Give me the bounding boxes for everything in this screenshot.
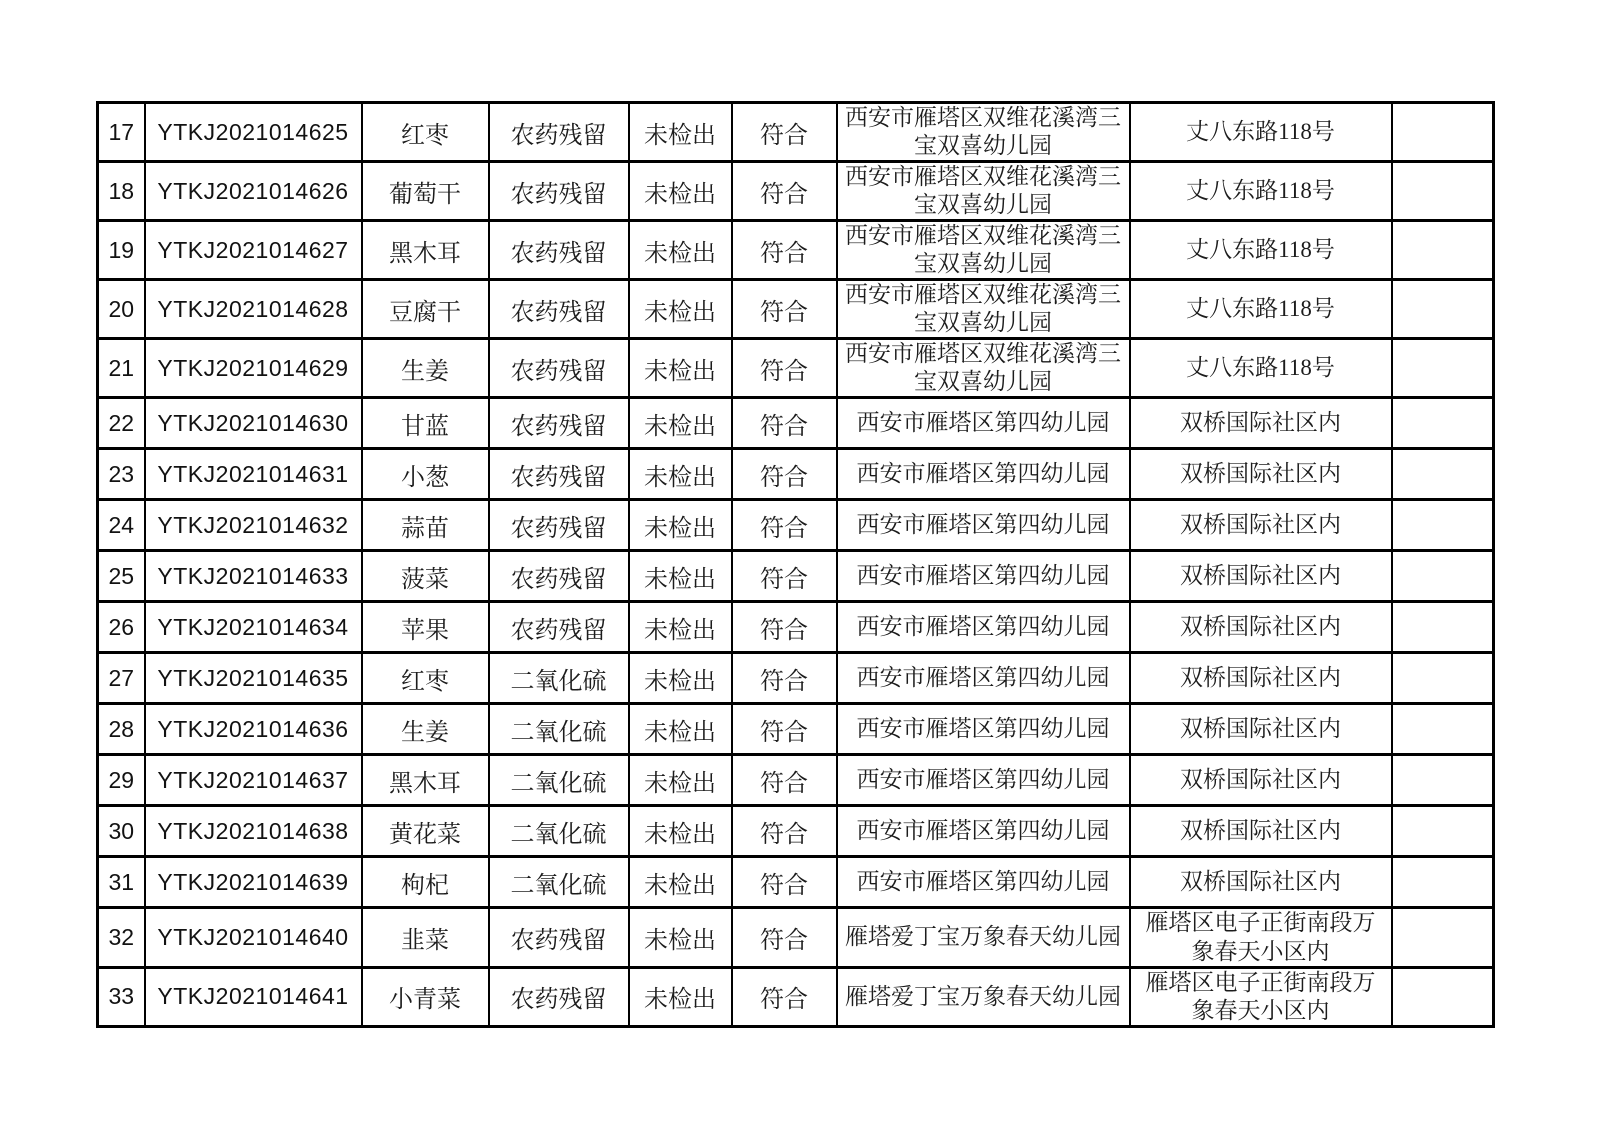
cell-organization-name: 西安市雁塔区第四幼儿园 — [837, 602, 1130, 653]
cell-test-item: 二氧化硫 — [489, 653, 629, 704]
cell-remark — [1392, 967, 1494, 1026]
cell-sample-name: 蒜苗 — [362, 500, 489, 551]
cell-row-number: 29 — [98, 755, 145, 806]
cell-address: 丈八东路118号 — [1130, 339, 1392, 398]
cell-address: 双桥国际社区内 — [1130, 551, 1392, 602]
cell-row-number: 18 — [98, 162, 145, 221]
cell-conclusion: 符合 — [732, 103, 837, 162]
cell-remark — [1392, 339, 1494, 398]
cell-remark — [1392, 103, 1494, 162]
cell-address: 双桥国际社区内 — [1130, 857, 1392, 908]
cell-organization-name: 西安市雁塔区双维花溪湾三宝双喜幼儿园 — [837, 339, 1130, 398]
cell-conclusion: 符合 — [732, 398, 837, 449]
cell-test-item: 二氧化硫 — [489, 857, 629, 908]
cell-conclusion: 符合 — [732, 500, 837, 551]
cell-organization-name: 雁塔爱丁宝万象春天幼儿园 — [837, 908, 1130, 967]
cell-sample-code: YTKJ2021014636 — [145, 704, 362, 755]
cell-test-item: 农药残留 — [489, 551, 629, 602]
cell-test-result: 未检出 — [629, 857, 732, 908]
cell-remark — [1392, 857, 1494, 908]
cell-organization-name: 西安市雁塔区第四幼儿园 — [837, 398, 1130, 449]
cell-sample-code: YTKJ2021014634 — [145, 602, 362, 653]
cell-remark — [1392, 704, 1494, 755]
cell-test-result: 未检出 — [629, 908, 732, 967]
cell-organization-name: 西安市雁塔区第四幼儿园 — [837, 755, 1130, 806]
cell-conclusion: 符合 — [732, 967, 837, 1026]
cell-sample-name: 菠菜 — [362, 551, 489, 602]
cell-organization-name: 西安市雁塔区双维花溪湾三宝双喜幼儿园 — [837, 162, 1130, 221]
cell-sample-name: 生姜 — [362, 704, 489, 755]
cell-conclusion: 符合 — [732, 704, 837, 755]
cell-row-number: 19 — [98, 221, 145, 280]
cell-test-result: 未检出 — [629, 339, 732, 398]
cell-row-number: 28 — [98, 704, 145, 755]
cell-remark — [1392, 602, 1494, 653]
cell-sample-name: 小青菜 — [362, 967, 489, 1026]
cell-sample-name: 韭菜 — [362, 908, 489, 967]
cell-address: 丈八东路118号 — [1130, 162, 1392, 221]
cell-sample-name: 枸杞 — [362, 857, 489, 908]
cell-conclusion: 符合 — [732, 551, 837, 602]
cell-sample-code: YTKJ2021014625 — [145, 103, 362, 162]
cell-row-number: 32 — [98, 908, 145, 967]
cell-organization-name: 西安市雁塔区双维花溪湾三宝双喜幼儿园 — [837, 280, 1130, 339]
cell-organization-name: 西安市雁塔区双维花溪湾三宝双喜幼儿园 — [837, 103, 1130, 162]
table-row — [98, 500, 1494, 551]
cell-organization-name: 西安市雁塔区第四幼儿园 — [837, 806, 1130, 857]
cell-address: 丈八东路118号 — [1130, 221, 1392, 280]
table-row — [98, 449, 1494, 500]
table-row — [98, 704, 1494, 755]
cell-test-item: 农药残留 — [489, 449, 629, 500]
cell-test-item: 农药残留 — [489, 602, 629, 653]
cell-test-item: 二氧化硫 — [489, 806, 629, 857]
cell-test-item: 农药残留 — [489, 908, 629, 967]
cell-address: 双桥国际社区内 — [1130, 500, 1392, 551]
cell-sample-code: YTKJ2021014640 — [145, 908, 362, 967]
cell-sample-code: YTKJ2021014627 — [145, 221, 362, 280]
cell-address: 双桥国际社区内 — [1130, 602, 1392, 653]
table-row — [98, 551, 1494, 602]
cell-row-number: 24 — [98, 500, 145, 551]
cell-test-result: 未检出 — [629, 398, 732, 449]
cell-sample-code: YTKJ2021014630 — [145, 398, 362, 449]
table-row — [98, 653, 1494, 704]
cell-sample-code: YTKJ2021014637 — [145, 755, 362, 806]
cell-organization-name: 西安市雁塔区第四幼儿园 — [837, 551, 1130, 602]
cell-remark — [1392, 449, 1494, 500]
cell-test-item: 农药残留 — [489, 339, 629, 398]
cell-conclusion: 符合 — [732, 280, 837, 339]
cell-conclusion: 符合 — [732, 339, 837, 398]
cell-conclusion: 符合 — [732, 602, 837, 653]
cell-sample-code: YTKJ2021014629 — [145, 339, 362, 398]
cell-address: 双桥国际社区内 — [1130, 449, 1392, 500]
cell-sample-name: 红枣 — [362, 653, 489, 704]
cell-row-number: 20 — [98, 280, 145, 339]
cell-remark — [1392, 755, 1494, 806]
cell-sample-code: YTKJ2021014632 — [145, 500, 362, 551]
cell-test-item: 农药残留 — [489, 162, 629, 221]
cell-sample-code: YTKJ2021014633 — [145, 551, 362, 602]
cell-row-number: 17 — [98, 103, 145, 162]
cell-test-item: 农药残留 — [489, 500, 629, 551]
cell-test-result: 未检出 — [629, 280, 732, 339]
cell-test-result: 未检出 — [629, 551, 732, 602]
table-row — [98, 398, 1494, 449]
cell-address: 双桥国际社区内 — [1130, 653, 1392, 704]
table-row — [98, 339, 1494, 398]
cell-test-result: 未检出 — [629, 704, 732, 755]
cell-address: 双桥国际社区内 — [1130, 755, 1392, 806]
table-row — [98, 602, 1494, 653]
cell-row-number: 22 — [98, 398, 145, 449]
cell-test-result: 未检出 — [629, 806, 732, 857]
cell-remark — [1392, 162, 1494, 221]
cell-sample-code: YTKJ2021014641 — [145, 967, 362, 1026]
cell-test-item: 农药残留 — [489, 280, 629, 339]
cell-address: 丈八东路118号 — [1130, 103, 1392, 162]
table-body — [98, 103, 1494, 1027]
table-row — [98, 857, 1494, 908]
cell-sample-name: 黄花菜 — [362, 806, 489, 857]
cell-organization-name: 西安市雁塔区第四幼儿园 — [837, 449, 1130, 500]
cell-test-item: 二氧化硫 — [489, 704, 629, 755]
cell-conclusion: 符合 — [732, 857, 837, 908]
cell-remark — [1392, 908, 1494, 967]
cell-row-number: 27 — [98, 653, 145, 704]
cell-sample-name: 黑木耳 — [362, 221, 489, 280]
inspection-results-table — [96, 101, 1495, 1028]
cell-sample-name: 生姜 — [362, 339, 489, 398]
cell-row-number: 30 — [98, 806, 145, 857]
cell-sample-code: YTKJ2021014631 — [145, 449, 362, 500]
cell-organization-name: 西安市雁塔区第四幼儿园 — [837, 857, 1130, 908]
cell-conclusion: 符合 — [732, 908, 837, 967]
cell-row-number: 31 — [98, 857, 145, 908]
cell-remark — [1392, 221, 1494, 280]
cell-organization-name: 西安市雁塔区第四幼儿园 — [837, 704, 1130, 755]
cell-test-item: 二氧化硫 — [489, 755, 629, 806]
cell-sample-code: YTKJ2021014626 — [145, 162, 362, 221]
cell-test-result: 未检出 — [629, 103, 732, 162]
table-row — [98, 755, 1494, 806]
cell-conclusion: 符合 — [732, 806, 837, 857]
table-row — [98, 806, 1494, 857]
cell-address: 双桥国际社区内 — [1130, 806, 1392, 857]
cell-test-result: 未检出 — [629, 500, 732, 551]
cell-test-item: 农药残留 — [489, 967, 629, 1026]
cell-row-number: 23 — [98, 449, 145, 500]
cell-test-result: 未检出 — [629, 221, 732, 280]
cell-row-number: 21 — [98, 339, 145, 398]
cell-remark — [1392, 280, 1494, 339]
cell-sample-name: 葡萄干 — [362, 162, 489, 221]
cell-sample-name: 黑木耳 — [362, 755, 489, 806]
cell-test-item: 农药残留 — [489, 103, 629, 162]
table-row — [98, 221, 1494, 280]
cell-conclusion: 符合 — [732, 653, 837, 704]
cell-conclusion: 符合 — [732, 449, 837, 500]
cell-remark — [1392, 398, 1494, 449]
cell-test-result: 未检出 — [629, 162, 732, 221]
cell-sample-name: 小葱 — [362, 449, 489, 500]
cell-organization-name: 雁塔爱丁宝万象春天幼儿园 — [837, 967, 1130, 1026]
document-page — [96, 101, 1495, 1028]
cell-remark — [1392, 500, 1494, 551]
cell-organization-name: 西安市雁塔区双维花溪湾三宝双喜幼儿园 — [837, 221, 1130, 280]
table-row — [98, 908, 1494, 967]
table-row — [98, 280, 1494, 339]
cell-sample-name: 甘蓝 — [362, 398, 489, 449]
cell-row-number: 26 — [98, 602, 145, 653]
table-row — [98, 967, 1494, 1026]
cell-test-result: 未检出 — [629, 653, 732, 704]
cell-address: 雁塔区电子正街南段万象春天小区内 — [1130, 908, 1392, 967]
cell-test-item: 农药残留 — [489, 398, 629, 449]
cell-sample-code: YTKJ2021014638 — [145, 806, 362, 857]
cell-conclusion: 符合 — [732, 755, 837, 806]
cell-address: 雁塔区电子正街南段万象春天小区内 — [1130, 967, 1392, 1026]
table-row — [98, 103, 1494, 162]
cell-remark — [1392, 653, 1494, 704]
cell-organization-name: 西安市雁塔区第四幼儿园 — [837, 500, 1130, 551]
cell-address: 丈八东路118号 — [1130, 280, 1392, 339]
cell-test-result: 未检出 — [629, 755, 732, 806]
cell-test-item: 农药残留 — [489, 221, 629, 280]
cell-sample-name: 苹果 — [362, 602, 489, 653]
cell-sample-name: 红枣 — [362, 103, 489, 162]
cell-remark — [1392, 551, 1494, 602]
cell-sample-code: YTKJ2021014635 — [145, 653, 362, 704]
cell-sample-code: YTKJ2021014639 — [145, 857, 362, 908]
table-row — [98, 162, 1494, 221]
cell-conclusion: 符合 — [732, 162, 837, 221]
cell-sample-name: 豆腐干 — [362, 280, 489, 339]
cell-test-result: 未检出 — [629, 602, 732, 653]
cell-address: 双桥国际社区内 — [1130, 398, 1392, 449]
cell-test-result: 未检出 — [629, 449, 732, 500]
cell-address: 双桥国际社区内 — [1130, 704, 1392, 755]
cell-row-number: 25 — [98, 551, 145, 602]
cell-organization-name: 西安市雁塔区第四幼儿园 — [837, 653, 1130, 704]
cell-remark — [1392, 806, 1494, 857]
cell-conclusion: 符合 — [732, 221, 837, 280]
cell-test-result: 未检出 — [629, 967, 732, 1026]
cell-row-number: 33 — [98, 967, 145, 1026]
cell-sample-code: YTKJ2021014628 — [145, 280, 362, 339]
